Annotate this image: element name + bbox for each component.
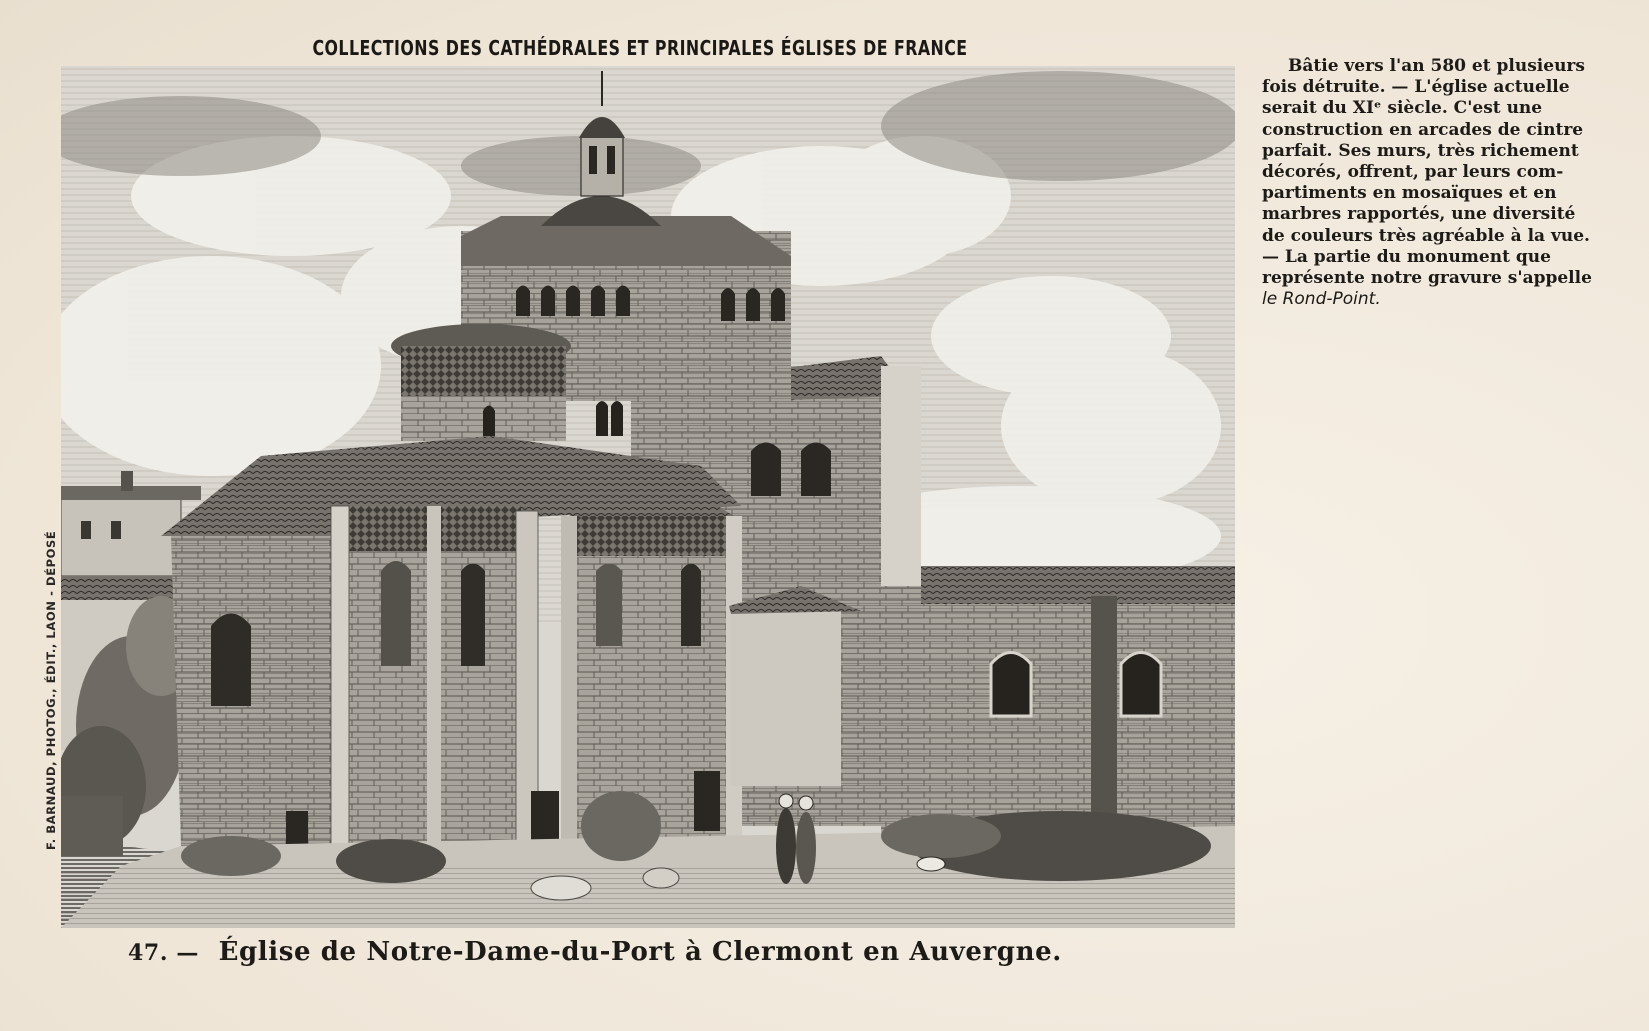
description-line: décorés, offrent, par leurs com- [1262, 162, 1564, 183]
description-line: représente notre gravure s'appelle [1262, 268, 1592, 289]
description-line: fois détruite. — L'église actuelle [1262, 77, 1570, 98]
description-line-italic: le Rond-Point. [1262, 289, 1381, 310]
caption-title: Église de Notre-Dame-du-Port à Clermont en Auvergne. [218, 937, 1062, 967]
description-line: parfait. Ses murs, très richement [1262, 140, 1579, 161]
description-line: construction en arcades de cintre [1262, 119, 1584, 140]
plate-number: 47. — [128, 940, 199, 966]
engraving-caption [128, 937, 1228, 967]
description-line: de couleurs très agréable à la vue. [1262, 225, 1590, 246]
collection-title: COLLECTIONS DES CATHÉDRALES ET PRINCIPALES ÉGLISES DE FRANCE [312, 36, 968, 60]
description-line: partiments en mosaïques et en [1262, 183, 1557, 204]
church-engraving [61, 66, 1235, 928]
description-line: Bâtie vers l'an 580 et plusieurs [1288, 56, 1585, 76]
description-line: marbres rapportés, une diversité [1262, 204, 1576, 225]
publisher-credit: F. BARNAUD, PHOTOG., ÉDIT., LAON - DÉPOSÉ [44, 530, 58, 850]
description-text [1262, 56, 1632, 310]
description-line: — La partie du monument que [1262, 246, 1551, 267]
description-line: serait du XIᵉ siècle. C'est une [1262, 98, 1543, 119]
